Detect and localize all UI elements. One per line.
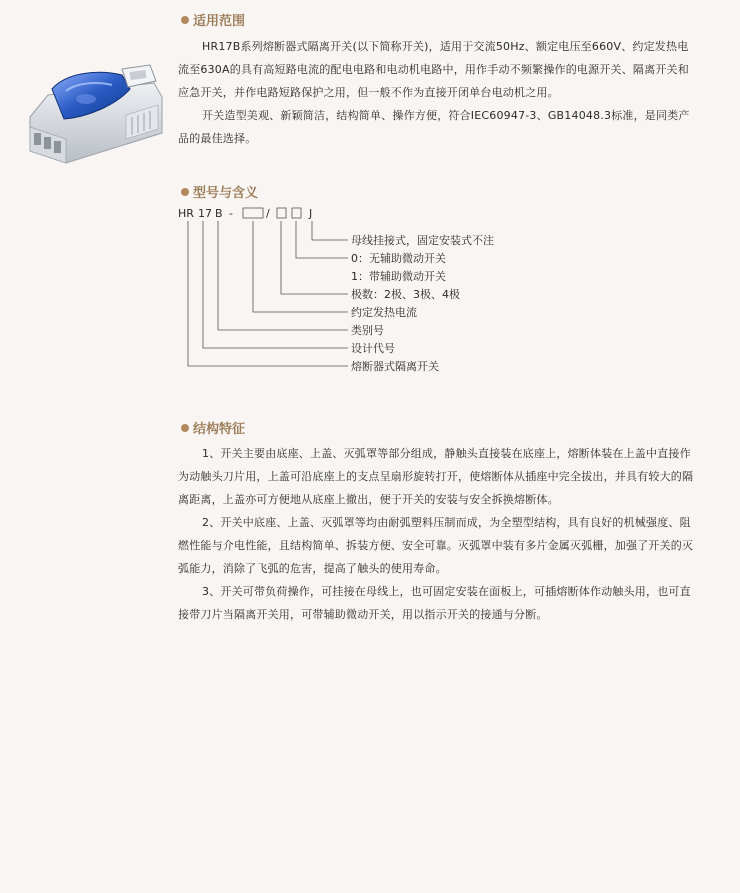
label-poles: 极数：2极、3极、4极 [351,288,460,301]
structure-paragraph-3: 3、开关可带负荷操作，可挂接在母线上，也可固定安装在面板上，可插熔断体作动触头用，也可直接带刀片当隔离开关用，可带辅助微动开关，用以指示开关的接通与分断。 [178,585,691,621]
label-current: 约定发热电流 [351,306,417,319]
structure-paragraph-1: 1、开关主要由底座、上盖、灭弧罩等部分组成，静触头直接装在底座上，熔断体装在上盖中直接作为动触头刀片用，上盖可沿底座上的支点呈扇形旋转打开，使熔断体从插座中完全拔出，并具有较大的隔离距离，上盖亦可方便地从底座上撤出，便于开关的安装与安全拆换熔断体。 [178,447,694,506]
code-17: 17 [198,207,212,220]
code-j: J [309,207,313,220]
fuse-switch-product-image [26,55,166,175]
code-slash: / [266,207,270,220]
label-mounting: 母线挂接式，固定安装式不注 [351,234,494,247]
scope-paragraph-1: HR17B系列熔断器式隔离开关(以下简称开关)，适用于交流50Hz、额定电压至660V、约定发热电流至630A的具有高短路电流的配电电路和电动机电路中，用作手动不频繁操作的电源开关、隔离开关和应急开关，并作电路短路保护之用，但一般不作为直接开闭单台电动机之用。 [178,40,689,99]
label-design: 设计代号 [351,342,395,355]
code-hr: HR [178,207,194,220]
bullet-icon [181,16,189,24]
structure-paragraph-2: 2、开关中底座、上盖、灭弧罩等均由耐弧塑料压制而成，为全塑型结构，具有良好的机械强度、阻燃性能与介电性能，且结构简单、拆装方便、安全可靠。灭弧罩中装有多片金属灭弧栅，加强了开关的灭弧能力，消除了飞弧的危害，提高了触头的使用寿命。 [178,516,694,575]
section-heading-structure [181,418,245,437]
code-b: B [215,207,223,220]
scope-paragraph-2: 开关造型美观、新颖简洁，结构简单、操作方便，符合IEC60947-3、GB14048.3标准，是同类产品的最佳选择。 [178,109,690,145]
label-category: 类别号 [351,324,384,337]
label-product-type: 熔断器式隔离开关 [351,360,439,373]
model-code-diagram [178,203,538,383]
code-box-aux [292,208,301,218]
label-no-aux: 0：无辅助微动开关 [351,252,446,265]
section-title: 结构特征 [193,422,246,437]
code-box-current [243,208,263,218]
section-title: 型号与含义 [193,186,259,201]
section-title: 适用范围 [193,14,246,29]
bullet-icon [181,188,189,196]
section-heading-scope [181,10,245,29]
section-heading-model [181,182,258,201]
code-dash: - [229,207,233,220]
code-box-poles [277,208,286,218]
bullet-icon [181,424,189,432]
label-with-aux: 1：带辅助微动开关 [351,270,446,283]
